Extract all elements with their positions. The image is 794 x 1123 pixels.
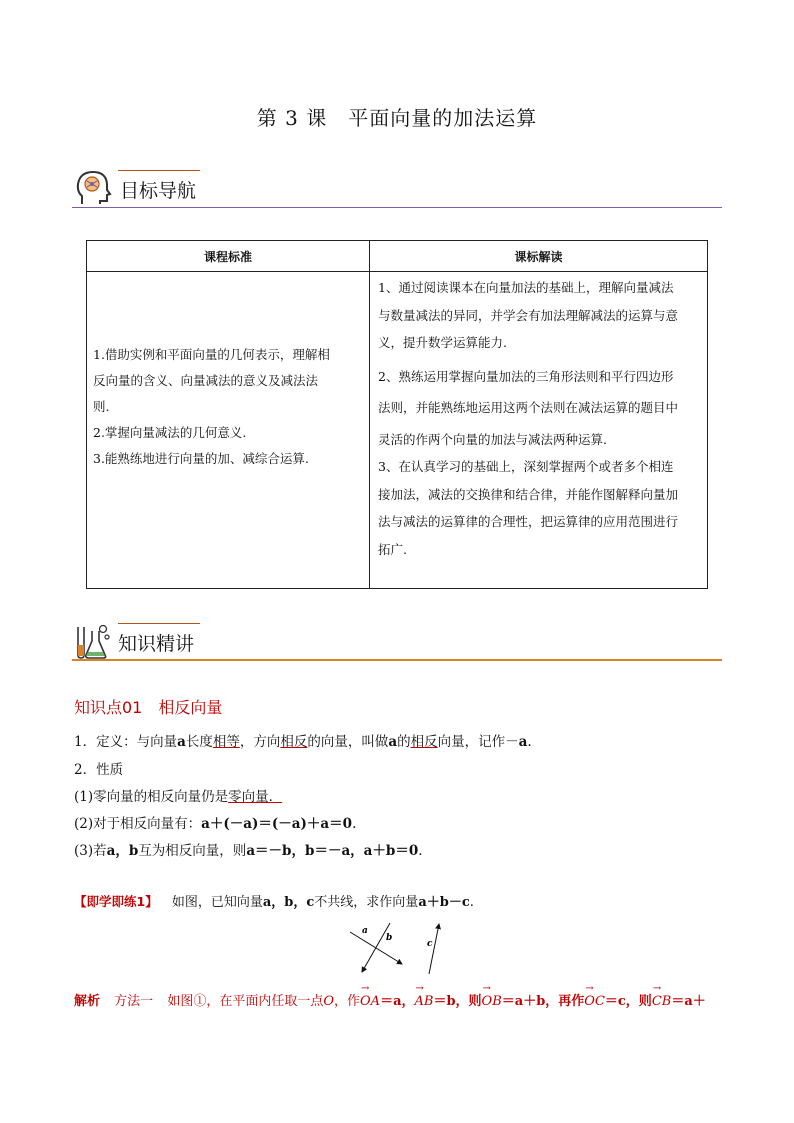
page-title: 第 3 课 平面向量的加法运算 [256, 106, 538, 130]
text-line: 则. [93, 399, 110, 414]
definition-line [74, 730, 532, 750]
label-b: b [386, 933, 393, 943]
vector-symbol: a，b [106, 843, 139, 859]
formula: ＝a＋b，再作 [501, 994, 585, 1009]
section-title: 知识精讲 [118, 633, 195, 655]
analysis-line [74, 990, 706, 1009]
section-top-accent [118, 170, 200, 171]
knowledge-point-heading: 知识点01 相反向量 [74, 698, 223, 717]
section-divider [72, 207, 722, 208]
exercise-tag: 【即学即练1】 [74, 894, 158, 909]
section-top-accent [118, 623, 200, 624]
table-row [87, 272, 708, 589]
formula: ＝b，则 [433, 994, 482, 1009]
vector-symbol: a [518, 734, 528, 750]
text-line: 拓广. [378, 541, 407, 557]
formula: a＝－b，b＝－a，a＋b＝0 [246, 843, 419, 859]
text-line: 2.掌握向量减法的几何意义. [93, 425, 247, 440]
column-header: 课程标准 [87, 241, 370, 272]
text: . [418, 843, 423, 859]
text: ，方向 [239, 734, 281, 750]
text: 向量，记作－ [437, 734, 519, 750]
text: . [469, 895, 474, 910]
label-a: a [362, 926, 368, 936]
formula: a＋(－a)＝(－a)＋a＝0 [201, 816, 353, 832]
column-header: 课标解读 [370, 241, 708, 272]
vector-symbol: a [388, 734, 398, 750]
label-c: c [427, 939, 433, 949]
analysis-label: 解析 [74, 994, 101, 1009]
curriculum-table [86, 240, 708, 589]
standards-cell [87, 272, 370, 589]
vector-symbol: a [177, 734, 186, 750]
text: 长度 [185, 734, 213, 750]
section-header-knowledge [72, 620, 722, 664]
text: 不共线，求作向量 [314, 895, 419, 910]
text: (1)零向量的相反向量仍是 [74, 789, 229, 805]
vector-symbol: → CB [652, 994, 672, 1009]
text-line: 反向量的含义、向量减法的意义及减法法 [93, 373, 319, 388]
text: (3)若 [74, 843, 107, 859]
brain-head-icon [74, 168, 114, 208]
vector-symbol: a，b，c [262, 895, 315, 910]
text: 如图，已知向量 [171, 895, 263, 910]
text: . [352, 816, 357, 832]
text: 互为相反向量，则 [138, 843, 247, 859]
underlined-term: 相反 [280, 734, 308, 750]
vector-figure [340, 920, 460, 980]
interpretation-cell [370, 272, 708, 589]
text-line: 法则，并能熟练地运用这两个法则在减法运算的题目中 [378, 400, 679, 415]
lab-flask-icon [72, 621, 112, 661]
text: 1．定义：与向量 [74, 734, 178, 750]
formula: ＝c，则 [604, 994, 652, 1009]
text-line: 灵活的作两个向量的加法与减法两种运算. [378, 431, 607, 447]
exercise-prompt [74, 891, 474, 910]
point-symbol: O [323, 994, 334, 1009]
text-line: 2、熟练运用掌握向量加法的三角形法则和平行四边形 [378, 368, 674, 384]
text: . [527, 734, 532, 750]
text-line: 1、通过阅读课本在向量加法的基础上，理解向量减法 [378, 280, 674, 295]
vector-c-arrow [429, 924, 439, 974]
text-line: 3、在认真学习的基础上，深刻掌握两个或者多个相连 [378, 459, 674, 474]
text: (2)对于相反向量有： [74, 816, 202, 832]
formula: ＝a， [380, 994, 415, 1009]
formula: ＝a＋ [671, 994, 706, 1009]
text: ，作 [334, 994, 361, 1009]
vector-symbol: → OB [482, 994, 502, 1009]
vector-symbol: → AB [415, 994, 434, 1009]
text-line: 与数量减法的异同，并学会有加法理解减法的运算与意 [378, 307, 679, 323]
method-label: 方法一 [114, 994, 154, 1009]
text-line: 法与减法的运算律的合理性，把运算律的应用范围进行 [378, 514, 679, 529]
text: 的向量，叫做 [307, 734, 389, 750]
property-3 [74, 839, 423, 859]
table-header-row [87, 241, 708, 272]
vector-symbol: → OA [360, 994, 380, 1009]
property-title: 2．性质 [74, 762, 124, 778]
section-divider [72, 659, 722, 661]
text: 如图①，在平面内任取一点 [167, 994, 324, 1009]
underlined-term: 相等 [212, 734, 240, 750]
underlined-term: 相反 [410, 734, 438, 750]
property-2 [74, 812, 356, 832]
formula: a＋b－c [418, 895, 470, 910]
text-line: 义，提升数学运算能力. [378, 335, 507, 350]
text-line: 接加法，减法的交换律和结合律，并能作图解释向量加 [378, 486, 679, 502]
section-header-goals [72, 166, 722, 210]
vector-symbol: → OC [584, 994, 605, 1009]
property-1 [74, 785, 288, 805]
text: 的 [397, 734, 411, 750]
text-line: 3.能熟练地进行向量的加、减综合运算. [93, 451, 309, 466]
text-line: 1.借助实例和平面向量的几何表示，理解相 [93, 347, 330, 362]
section-title: 目标导航 [120, 180, 197, 202]
underlined-term: 零向量． [228, 789, 283, 805]
